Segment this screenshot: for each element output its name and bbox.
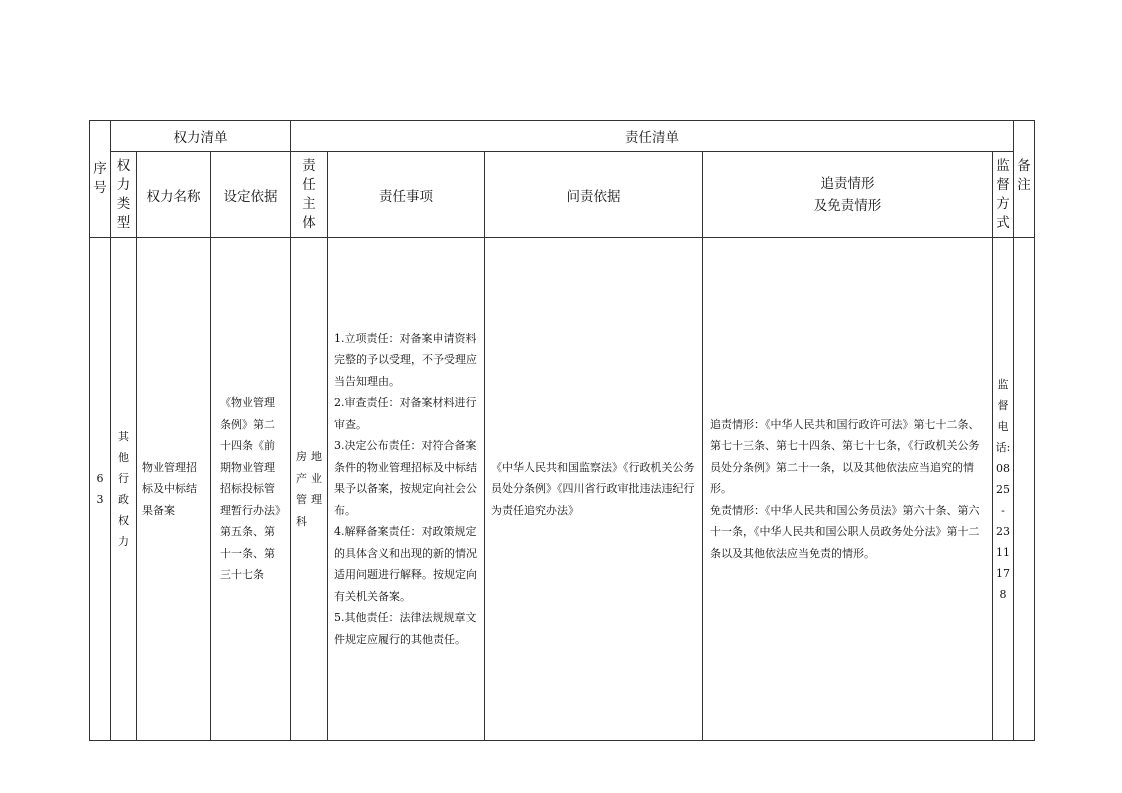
- power-type-char: 行: [118, 472, 129, 485]
- pursue-list: [703, 414, 992, 565]
- subject-char: 科: [296, 514, 308, 528]
- header-remark: [1014, 121, 1035, 238]
- header-pursue: [703, 152, 993, 238]
- supervise-char: 监: [997, 377, 1009, 391]
- header-accountability: 问责依据: [485, 152, 703, 238]
- seq-char: 6: [96, 472, 104, 485]
- header-remark-char: 备: [1017, 158, 1031, 174]
- supervise-char: 8: [999, 587, 1007, 601]
- row-items: [328, 238, 485, 741]
- seq-char: 3: [96, 493, 104, 506]
- item-5: 5.其他责任：法律法规规章文件规定应履行的其他责任。: [334, 611, 477, 646]
- subject-char: 地: [311, 450, 323, 463]
- pursue-exemption: 免责情形：《中华人民共和国公务员法》第六十条、第六十一条，《中华人民共和国公职人员政务处分法》第十二条以及其他依法应当免责的情形。: [710, 503, 980, 560]
- supervise-char: 23: [996, 524, 1011, 538]
- header-seq-char: 号: [93, 180, 107, 196]
- header-power-list: 权力清单: [111, 121, 291, 152]
- header-basis: 设定依据: [211, 152, 291, 238]
- accountability-text: 《中华人民共和国监察法》《行政机关公务员处分条例》《四川省行政审批违法违纪行为责任追究办法》: [491, 460, 695, 517]
- header-supervise: [993, 152, 1014, 238]
- supervise-char: 话:: [995, 440, 1011, 454]
- header-items: 责任事项: [328, 152, 485, 238]
- supervise-char: 督: [997, 398, 1009, 412]
- supervise-char: 17: [996, 566, 1011, 580]
- power-type-char: 政: [118, 493, 129, 506]
- row-accountability: [485, 238, 703, 741]
- header-power-name: 权力名称: [137, 152, 211, 238]
- subject-char: 理: [311, 493, 323, 506]
- header-subject-char: 任: [302, 176, 316, 193]
- header-subject-char: 体: [302, 214, 316, 231]
- header-power-type-char: 力: [116, 176, 131, 193]
- header-seq: [90, 121, 111, 238]
- header-power-type-char: 型: [116, 214, 131, 231]
- row-pursue: [703, 238, 993, 741]
- supervise-char: 11: [996, 545, 1011, 559]
- header-supervise-char: 方: [996, 195, 1010, 212]
- header-supervise-char: 监: [996, 157, 1010, 174]
- power-type-char: 他: [118, 451, 129, 464]
- power-type-char: 其: [118, 430, 129, 443]
- header-supervise-char: 式: [996, 214, 1010, 231]
- power-type-char: 权: [118, 514, 129, 527]
- row-seq: [90, 238, 111, 741]
- header-seq-char: 序: [93, 161, 107, 177]
- row-subject: [291, 238, 328, 741]
- subject-text: [291, 446, 327, 532]
- header-power-type: [111, 152, 137, 238]
- items-list: [328, 328, 484, 651]
- item-4: 4.解释备案责任：对政策规定的具体含义和出现的新的情况适用问题进行解释。按规定向有关机关备案。: [334, 525, 478, 603]
- pursue-liability: 追责情形：《中华人民共和国行政许可法》第七十二条、第七十三条、第七十四条、第七十七条，《行政机关公务员处分条例》第二十一条，以及其他依法应当追究的情形。: [710, 417, 980, 496]
- supervise-char: 25: [996, 482, 1011, 496]
- power-name-text: 物业管理招标及中标结果备案: [142, 460, 197, 517]
- header-pursue-line1: 追责情形: [820, 175, 875, 192]
- row-power-name: [137, 238, 211, 741]
- row-power-type: [111, 238, 137, 741]
- header-pursue-line2: 及免责情形: [813, 197, 882, 214]
- basis-text: 《物业管理条例》第二十四条《前期物业管理招标投标管理暂行办法》第五条、第十一条、第三十七条: [220, 396, 281, 582]
- subject-char: 业: [311, 471, 323, 485]
- item-1: 1.立项责任：对备案申请资料完整的予以受理，不予受理应当告知理由。: [334, 331, 478, 388]
- supervise-char: 08: [996, 461, 1011, 475]
- row-remark: [1014, 238, 1035, 741]
- header-power-type-char: 权: [116, 157, 131, 174]
- subject-char: 产: [296, 471, 308, 485]
- header-subject-char: 责: [302, 157, 316, 174]
- power-type-char: 力: [118, 535, 129, 548]
- supervise-char: -: [1001, 503, 1005, 517]
- row-supervise: [993, 238, 1014, 741]
- header-responsibility-list: 责任清单: [291, 121, 1014, 152]
- header-subject-char: 主: [302, 195, 316, 212]
- header-remark-char: 注: [1017, 177, 1031, 193]
- header-subject: [291, 152, 328, 238]
- supervise-char: 电: [997, 419, 1009, 433]
- row-basis: [211, 238, 291, 741]
- header-power-type-char: 类: [116, 195, 131, 212]
- item-3: 3.决定公布责任：对符合备案条件的物业管理招标及中标结果予以备案，按规定向社会公布。: [334, 439, 478, 517]
- power-responsibility-table: [89, 120, 1035, 741]
- subject-char: 管: [296, 493, 308, 506]
- header-supervise-char: 督: [996, 176, 1010, 193]
- item-2: 2.审查责任：对备案材料进行审查。: [334, 396, 477, 431]
- subject-char: 房: [296, 450, 308, 463]
